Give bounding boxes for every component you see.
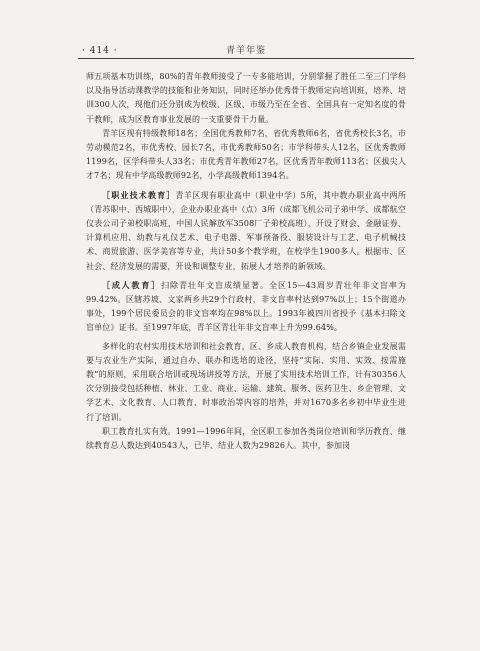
body-text — [86, 70, 406, 453]
paragraph-vocational-education — [86, 188, 406, 274]
running-title: 青羊年鉴 — [225, 46, 266, 56]
paragraph-text: 师五项基本功训练，80%的青年教师接受了一专多能培训，分别掌握了胜任二至三门学科以及指导活动课教学的技能和业务知识，同时还举办优秀骨干教师定向培训班，培养、培训300人次，现他们还分别成为校级、区级、市级乃至在全省、全国具有一定知名度的骨干教师，成为区教育事业发展的一支重要骨干力量。 — [86, 72, 406, 124]
section-tag: ［职业技术教育］ — [102, 189, 176, 200]
paragraph-adult-education — [86, 278, 406, 336]
paragraph-rural-training — [86, 340, 406, 425]
paragraph-text: 扫除青壮年文盲成绩显著。全区15—43周岁青壮年非文盲率为99.42%。区辖苏坡、文家两乡共29个行政村，非文盲率村达到97%以上；15个街道办事处，199个居民委员会的非文盲率均在98%以上。1993年被四川省授予《基本扫除文盲单位》证书。至1997年底，青羊区青壮年非文盲率上升为99.64%。 — [86, 280, 406, 333]
paragraph-worker-education — [86, 425, 406, 453]
paragraph-text: 职工教育扎实有效。1991—1996年间，全区职工参加各类岗位培训和学历教育、继续教育总人数达到40543人，已毕、结业人数为29826人。其中，参加岗 — [86, 426, 406, 451]
page-number: · 414 · — [82, 46, 118, 56]
paragraph-text: 青羊区现有职业高中（职业中学）5所，其中教办职业高中两所（青苏职中、西城职中），企业办职业高中（点）3所（成都飞机公司子弟中学、成都航空仪表公司子弟校职高班，中国人民解放军3508厂子弟校高班），开设了财会、金融证券、计算机应用、幼教与礼仪艺术、电子电器、军事预备役、服装设计与工艺、电子机械技术、商贸旅游、医学美容等专业，共计50多个教学班，在校学生1900多人。根据市、区社会、经济发展的需要，开设和调整专业，拓展人才培养的新领域。 — [86, 190, 406, 271]
running-header — [78, 44, 414, 59]
paragraph-text: 多样化的农村实用技术培训和社会教育，区、乡成人教育机构，结合乡镇企业发展需要与农业生产实际，通过自办、联办和选培的途径，坚持“实际、实用、实效、按需施教”的原则，采用联合培训或现场讲授等方法，开展了实用技术培训工作，计有30356人次分别接受包括种植、林业、工业、商业、运输、建筑、服务、医药卫生、乡企管理、文学艺术、文化教育、人口教育、时事政治等内容的培养，并对1670多名乡初中毕业生进行了培训。 — [86, 341, 406, 422]
section-tag: ［成人教育］ — [102, 279, 162, 290]
paragraph-teacher-honors — [86, 127, 406, 184]
paragraph-continuation — [86, 70, 406, 127]
paragraph-text: 青羊区现有特级教师18名；全国优秀教师7名，省优秀教师6名，省优秀校长3名，市劳动模范2名，市优秀校、园长7名，市优秀教师50名；市学科带头人12名，区优秀教师1199名，区学科带头人33名；市优秀青年教师27名，区优秀青年教师113名；区拔尖人才7名；现有中学高级教师92名，小学高级教师1394名。 — [86, 128, 406, 181]
